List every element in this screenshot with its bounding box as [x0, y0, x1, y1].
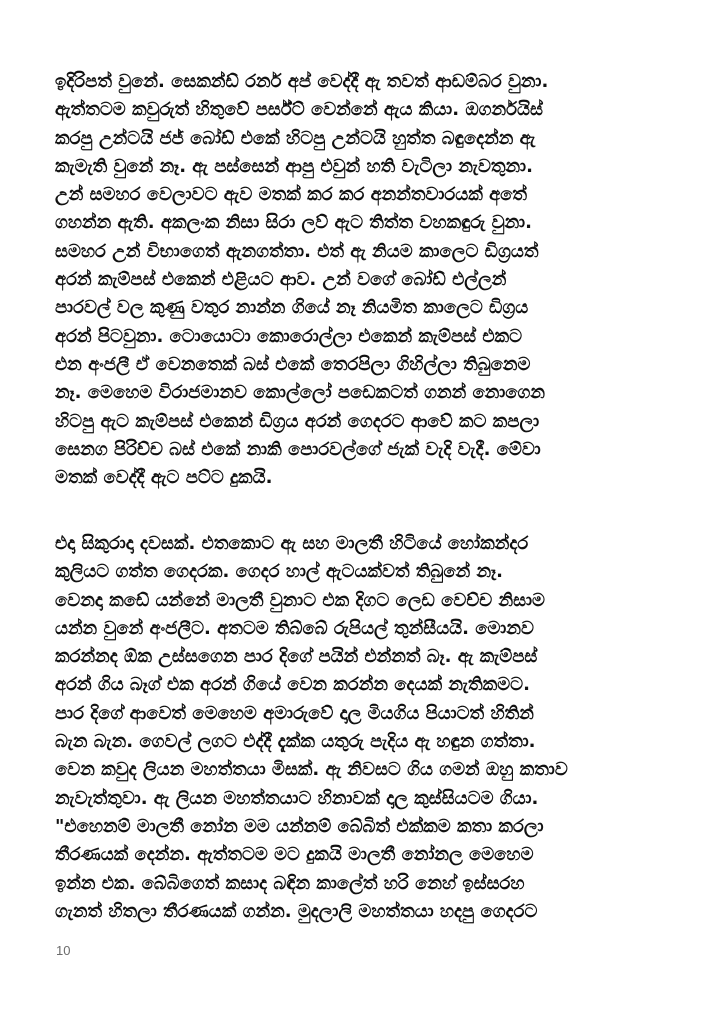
text-line: සමහර උන් විභාගෙත් ඇනගත්තා. එත් ඇ නියම කාලෙට ඩිග්‍රයත්: [55, 240, 539, 262]
text-line: හිටපු ඇට කැම්පස් එකෙන් ඩිග්‍රය අරන් ගෙදරට ආවේ කට කපලා: [55, 410, 540, 432]
text-line: කුලියට ගත්ත ගෙදරක. ගෙදර හාල් ඇටයක්වත් තිබුනේ නෑ.: [55, 561, 503, 583]
text-line: ගහන්න ඇති. අකලංක නිසා සිරා ලව් ඇට තිත්ත වහකඳුරු වුනා.: [55, 212, 532, 234]
text-line: අරන් පිටවුනා. ටොයොටා කොරොල්ලා එකෙන් කැම්පස් එකට: [55, 325, 523, 347]
text-line: ඇත්තටම කවුරුත් හිතුවේ පර්ස්ට් වෙන්නේ ඇය කියා. ඔගර්නයිස්: [55, 99, 543, 121]
paragraph-2: [55, 530, 680, 926]
text-line: පාරවල් වල කුණු වතුර නාන්න ගියේ නෑ නියමිත කාලෙට ඩිග්‍රය: [55, 297, 529, 319]
paragraph-1: [55, 68, 680, 492]
text-line: අරන් කැම්පස් එකෙන් එළියට ආව. උන් වගේ බෝඩ් එල්ලන්: [55, 269, 507, 291]
text-line: වෙන කවුද ලියන මහත්තයා මිසක්. ඇ නිවසට ගිය ගමන් ඔහු කතාව: [55, 759, 568, 781]
text-line: කැමැති වුනේ නෑ. ඇ පස්සෙන් ආපු එවුන් හති වැටිලා නැවතුනා.: [55, 155, 533, 177]
text-line: කරපු උන්ටයි ජජ් බෝඩ් එකේ හිටපු උන්ටයි හුත්ත බඳුදෙන්න ඇ: [55, 127, 536, 149]
text-line: බැන බැන. ගෙවල් ලගට එද්දී දැක්ක යතුරු පැදිය ඇ හඳුන ගත්තා.: [55, 731, 536, 753]
text-line: එදා සිකුරාදා දවසක්. එතකොට ඇ සහ මාලතී හිටියේ හෝකන්දර: [55, 533, 529, 554]
text-line: ඉන්න එක. බේබිගෙත් කසාද බඳින කාලේත් හරි නෙහ් ඉස්සරහ: [55, 872, 525, 894]
text-line: තීරණයක් දෙන්න. ඇත්තටම මට දුකයි මාලතී නෝනල මෙහෙම: [55, 844, 534, 866]
text-line: සෙනග පිරිච්ච බස් එකේ නාකි පොරවල්ගේ ජැක් වැදි වැදී. මේවා: [55, 438, 541, 460]
text-line: නෑ. මෙහෙම විරාජමානව කොල්ලෝ පඩෙකටත් ගනන් නොගෙන: [55, 382, 546, 404]
text-line: වෙනදා කඩේ යන්නේ මාලතී වුනාට එක දිගට ලෙඩ වෙච්ච නිසාම: [55, 589, 545, 611]
text-line: ඉදිරිපත් වුනේ. සෙකන්ඩ් රනර් අප් වෙද්දී ඇ තවත් ආඩම්බර වුනා.: [55, 71, 549, 92]
text-line: ගැනත් හිතලා තීරණයක් ගන්න. මුදලාලි මහත්තයා හදපු ගෙදරට: [55, 900, 538, 922]
text-line: කරන්නද ඕක උස්සගෙන පාර දිගේ පයින් එන්නත් බෑ. ඇ කැම්පස්: [55, 646, 538, 668]
page-number: 10: [56, 943, 71, 958]
text-line: උන් සමහර වෙලාවට ඇව මතක් කර කර අනන්තවාරයක් අතේ: [55, 184, 528, 206]
text-line: පාර දිගේ ආවෙත් මෙහෙම අමාරුවේ දාල මියගිය පියාටත් හිතින්: [55, 702, 534, 724]
text-line: අරන් ගිය බෑග් එක අරන් ගියේ වෙන කරන්න දෙයක් නැතිකමට.: [55, 674, 530, 696]
text-line: "එහෙනම් මාලතී නෝන මම යන්නම් බේබිත් එක්කම කතා කරලා: [55, 815, 544, 837]
text-line: මතක් වෙද්දී ඇට පට්ට දුකයි.: [55, 467, 273, 489]
text-line: යන්න වුනේ අංජලීට. අතටම තිබ්බේ රුපියල් තුන්සීයයි. මොනව: [55, 617, 534, 639]
text-line: එන අංජලී ඒ වෙනතෙක් බස් එකේ තෙරපිලා ගිහිල්ලා තිබුනෙම: [55, 353, 531, 375]
text-line: නැවැත්තුවා. ඇ ලියන මහත්තයාට හිනාවක් දාල කුස්සියටම ගියා.: [55, 787, 539, 809]
